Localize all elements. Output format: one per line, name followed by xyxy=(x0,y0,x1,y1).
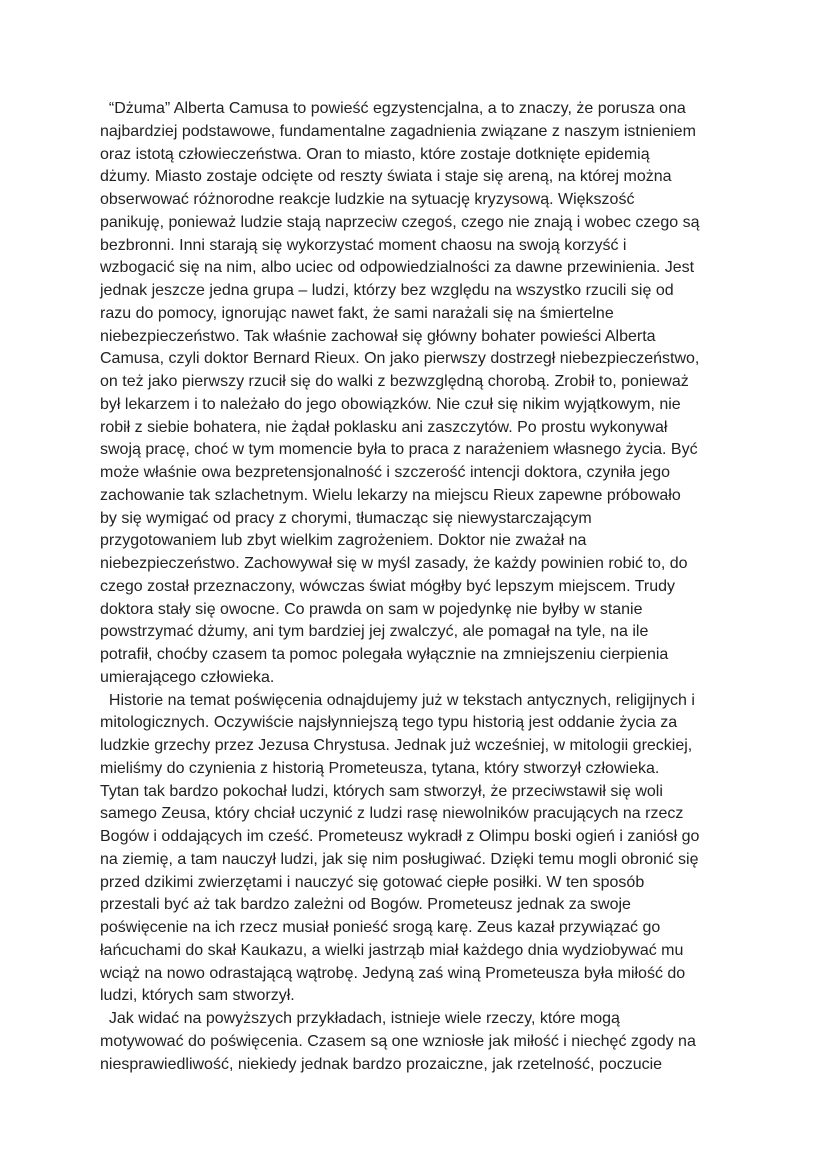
text-line: on też jako pierwszy rzucił się do walki z bezwzględną chorobą. Zrobił to, ponieważ xyxy=(100,373,689,390)
text-line: umierającego człowieka. xyxy=(100,668,275,686)
text-line: doktora stały się owocne. Co prawda on sam w pojedynkę nie byłby w stanie xyxy=(100,600,643,618)
text-line: robił z siebie bohatera, nie żądał poklasku ani zaszczytów. Po prostu wykonywał xyxy=(100,418,668,436)
text-line: ludzkie grzechy przez Jezusa Chrystusa. Jednak już wcześniej, w mitologii greckiej, xyxy=(100,737,693,754)
text-line: by się wymigać od pracy z chorymi, tłumacząc się niewystarczającym xyxy=(100,509,592,527)
text-line: czego został przeznaczony, wówczas świat mógłby być lepszym miejscem. Trudy xyxy=(100,577,676,595)
text-line: poświęcenie na ich rzecz musiał ponieść srogą karę. Zeus kazał przywiązać go xyxy=(100,919,661,936)
text-line: niesprawiedliwość, niekiedy jednak bardzo prozaiczne, jak rzetelność, poczucie xyxy=(100,1055,663,1073)
text-line: samego Zeusa, który chciał uczynić z ludzi rasę niewolników pracujących na rzecz xyxy=(100,805,684,823)
text-line: jednak jeszcze jedna grupa – ludzi, którzy bez względu na wszystko rzucili się od xyxy=(100,282,674,299)
text-line: Camusa, czyli doktor Bernard Rieux. On jako pierwszy dostrzegł niebezpieczeństwo, xyxy=(100,350,700,368)
text-line: wzbogacić się na nim, albo uciec od odpowiedzialności za dawne przewinienia. Jest xyxy=(100,259,695,277)
text-line: Bogów i oddających im cześć. Prometeusz wykradł z Olimpu boski ogień i zaniósł go xyxy=(100,828,700,845)
text-line: oraz istotą człowieczeństwa. Oran to miasto, które zostaje dotknięte epidemią xyxy=(100,145,650,163)
text-line: potrafił, choćby czasem ta pomoc polegała wyłącznie na zmniejszeniu cierpienia xyxy=(100,646,669,663)
text-line: mieliśmy do czynienia z historią Prometeusza, tytana, który stworzył człowieka. xyxy=(100,759,660,777)
text-line: łańcuchami do skał Kaukazu, a wielki jastrząb miał każdego dnia wydziobywać mu xyxy=(100,941,684,959)
text-line: dżumy. Miasto zostaje odcięte od reszty świata i staje się areną, na której można xyxy=(100,168,672,186)
text-line: “Dżuma” Alberta Camusa to powieść egzystencjalna, a to znaczy, że porusza ona xyxy=(100,100,686,117)
text-line: obserwować różnorodne reakcje ludzkie na sytuację kryzysową. Większość xyxy=(100,191,635,208)
text-line: razu do pomocy, ignorując nawet fakt, że sami narażali się na śmiertelne xyxy=(100,304,614,322)
text-line: był lekarzem i to należało do jego obowiązków. Nie czuł się nikim wyjątkowym, nie xyxy=(100,395,681,413)
text-line: mitologicznych. Oczywiście najsłynniejszą tego typu historią jest oddanie życia za xyxy=(100,714,678,732)
text-line: bezbronni. Inni starają się wykorzystać moment chaosu na swoją korzyść i xyxy=(100,236,627,254)
text-line: Historie na temat poświęcenia odnajdujemy już w tekstach antycznych, religijnych i xyxy=(100,691,695,709)
text-line: wciąż na nowo odrastającą wątrobę. Jedyną zaś winą Prometeusza była miłość do xyxy=(100,964,686,982)
text-line: przed dzikimi zwierzętami i nauczyć się gotować ciepłe posiłki. W ten sposób xyxy=(100,873,645,891)
text-line: najbardziej podstawowe, fundamentalne zagadnienia związane z naszym istnieniem xyxy=(100,122,696,140)
text-line: niebezpieczeństwo. Tak właśnie zachował się główny bohater powieści Alberta xyxy=(100,327,656,345)
text-line: niebezpieczeństwo. Zachowywał się w myśl zasady, że każdy powinien robić to, do xyxy=(100,555,688,572)
text-line: powstrzymać dżumy, ani tym bardziej jej zwalczyć, ale pomagał na tyle, na ile xyxy=(100,623,649,641)
text-line: panikuję, ponieważ ludzie stają naprzeciw czegoś, czego nie znają i wobec czego są xyxy=(100,213,700,231)
text-line: na ziemię, a tam nauczył ludzi, jak się nim posługiwać. Dzięki temu mogli obronić się xyxy=(100,850,699,868)
text-line: motywować do poświęcenia. Czasem są one wzniosłe jak miłość i niechęć zgody na xyxy=(100,1032,696,1050)
text-line: przygotowaniem lub zbyt wielkim zagrożeniem. Doktor nie zważał na xyxy=(100,532,587,550)
text-line: ludzi, których sam stworzył. xyxy=(100,987,295,1005)
text-line: może właśnie owa bezpretensjonalność i szczerość intencji doktora, czyniła jego xyxy=(100,464,671,481)
text-line: Tytan tak bardzo pokochał ludzi, których sam stworzył, że przeciwstawił się woli xyxy=(100,782,663,800)
text-line: zachowanie tak szlachetnym. Wielu lekarzy na miejscu Rieux zapewne próbowało xyxy=(100,486,681,504)
essay-body xyxy=(100,98,740,1076)
text-line: przestali być aż tak bardzo zależni od Bogów. Prometeusz jednak za swoje xyxy=(100,896,631,914)
text-line: Jak widać na powyższych przykładach, istnieje wiele rzeczy, które mogą xyxy=(100,1010,620,1027)
text-line: swoją pracę, choć w tym momencie była to praca z narażeniem własnego życia. Być xyxy=(100,441,698,459)
